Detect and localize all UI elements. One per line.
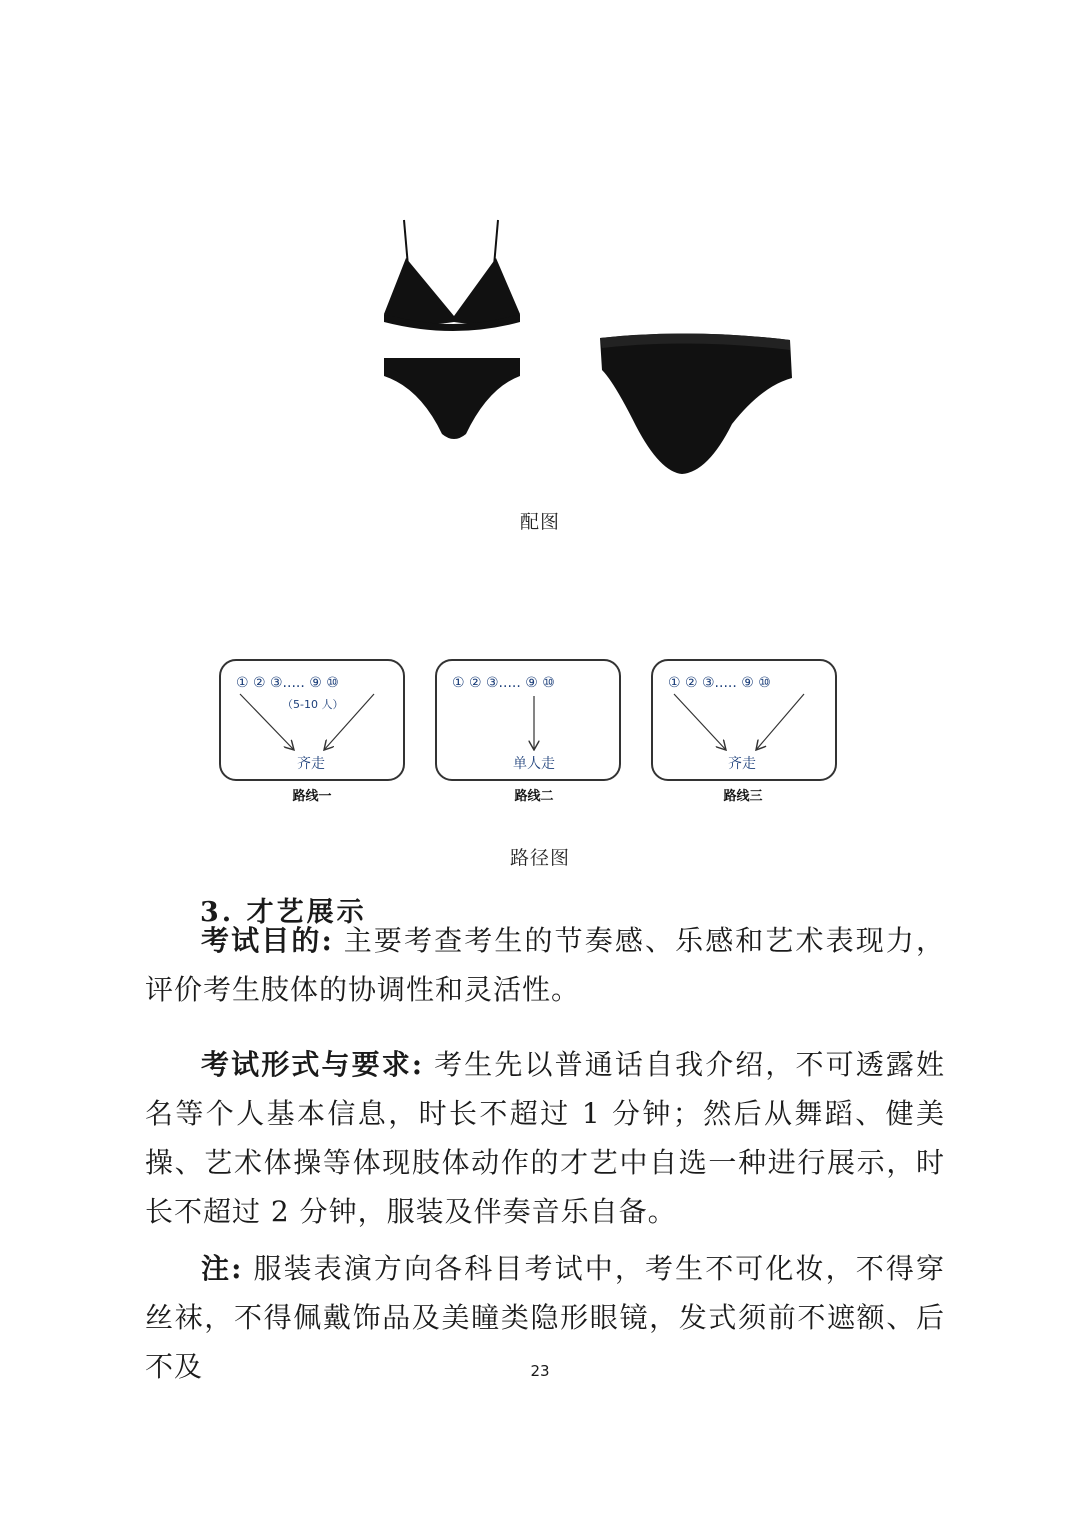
purpose-text: 主要考查考生的节奏感、乐感和艺术表现力，评价考生肢体的协调性和灵活性。 xyxy=(145,924,945,1006)
route-3-action: 齐走 xyxy=(728,756,756,772)
format-label: 考试形式与要求: xyxy=(201,1048,424,1081)
route-1-sequence: ① ② ③..... ⑨ ⑩ xyxy=(236,675,339,691)
figure-caption: 配图 xyxy=(519,511,560,533)
route-panel-3 xyxy=(652,660,836,804)
route-1-label: 路线一 xyxy=(292,789,332,804)
route-2-label: 路线二 xyxy=(514,789,554,804)
route-2-action: 单人走 xyxy=(513,756,555,772)
paragraph-format xyxy=(145,1040,945,1236)
note-label: 注: xyxy=(201,1252,243,1285)
route-diagram xyxy=(212,652,842,812)
route-panel-1 xyxy=(220,660,404,804)
swimwear-illustration xyxy=(370,210,810,490)
format-text: 考生先以普通话自我介绍，不可透露姓名等个人基本信息，时长不超过 1 分钟；然后从舞蹈、健美操、艺术体操等体现肢体动作的才艺中自选一种进行展示，时长不超过 2 分钟，服装及伴奏音乐自备。 xyxy=(145,1048,945,1228)
route-3-sequence: ① ② ③..... ⑨ ⑩ xyxy=(668,675,771,691)
route-caption: 路径图 xyxy=(509,847,570,869)
route-3-label: 路线三 xyxy=(723,789,763,804)
note-text: 服装表演方向各科目考试中，考生不可化妆，不得穿丝袜，不得佩戴饰品及美瞳类隐形眼镜，发式须前不遮额、后不及 xyxy=(145,1252,945,1383)
purpose-label: 考试目的: xyxy=(201,924,333,957)
section-heading: 3. 才艺展示 xyxy=(200,897,367,928)
page-number: 23 xyxy=(530,1362,550,1380)
route-2-sequence: ① ② ③..... ⑨ ⑩ xyxy=(452,675,555,691)
route-1-count: （5-10 人） xyxy=(282,698,344,711)
route-1-action: 齐走 xyxy=(297,756,325,772)
route-panel-2 xyxy=(436,660,620,804)
paragraph-purpose xyxy=(145,916,945,1014)
